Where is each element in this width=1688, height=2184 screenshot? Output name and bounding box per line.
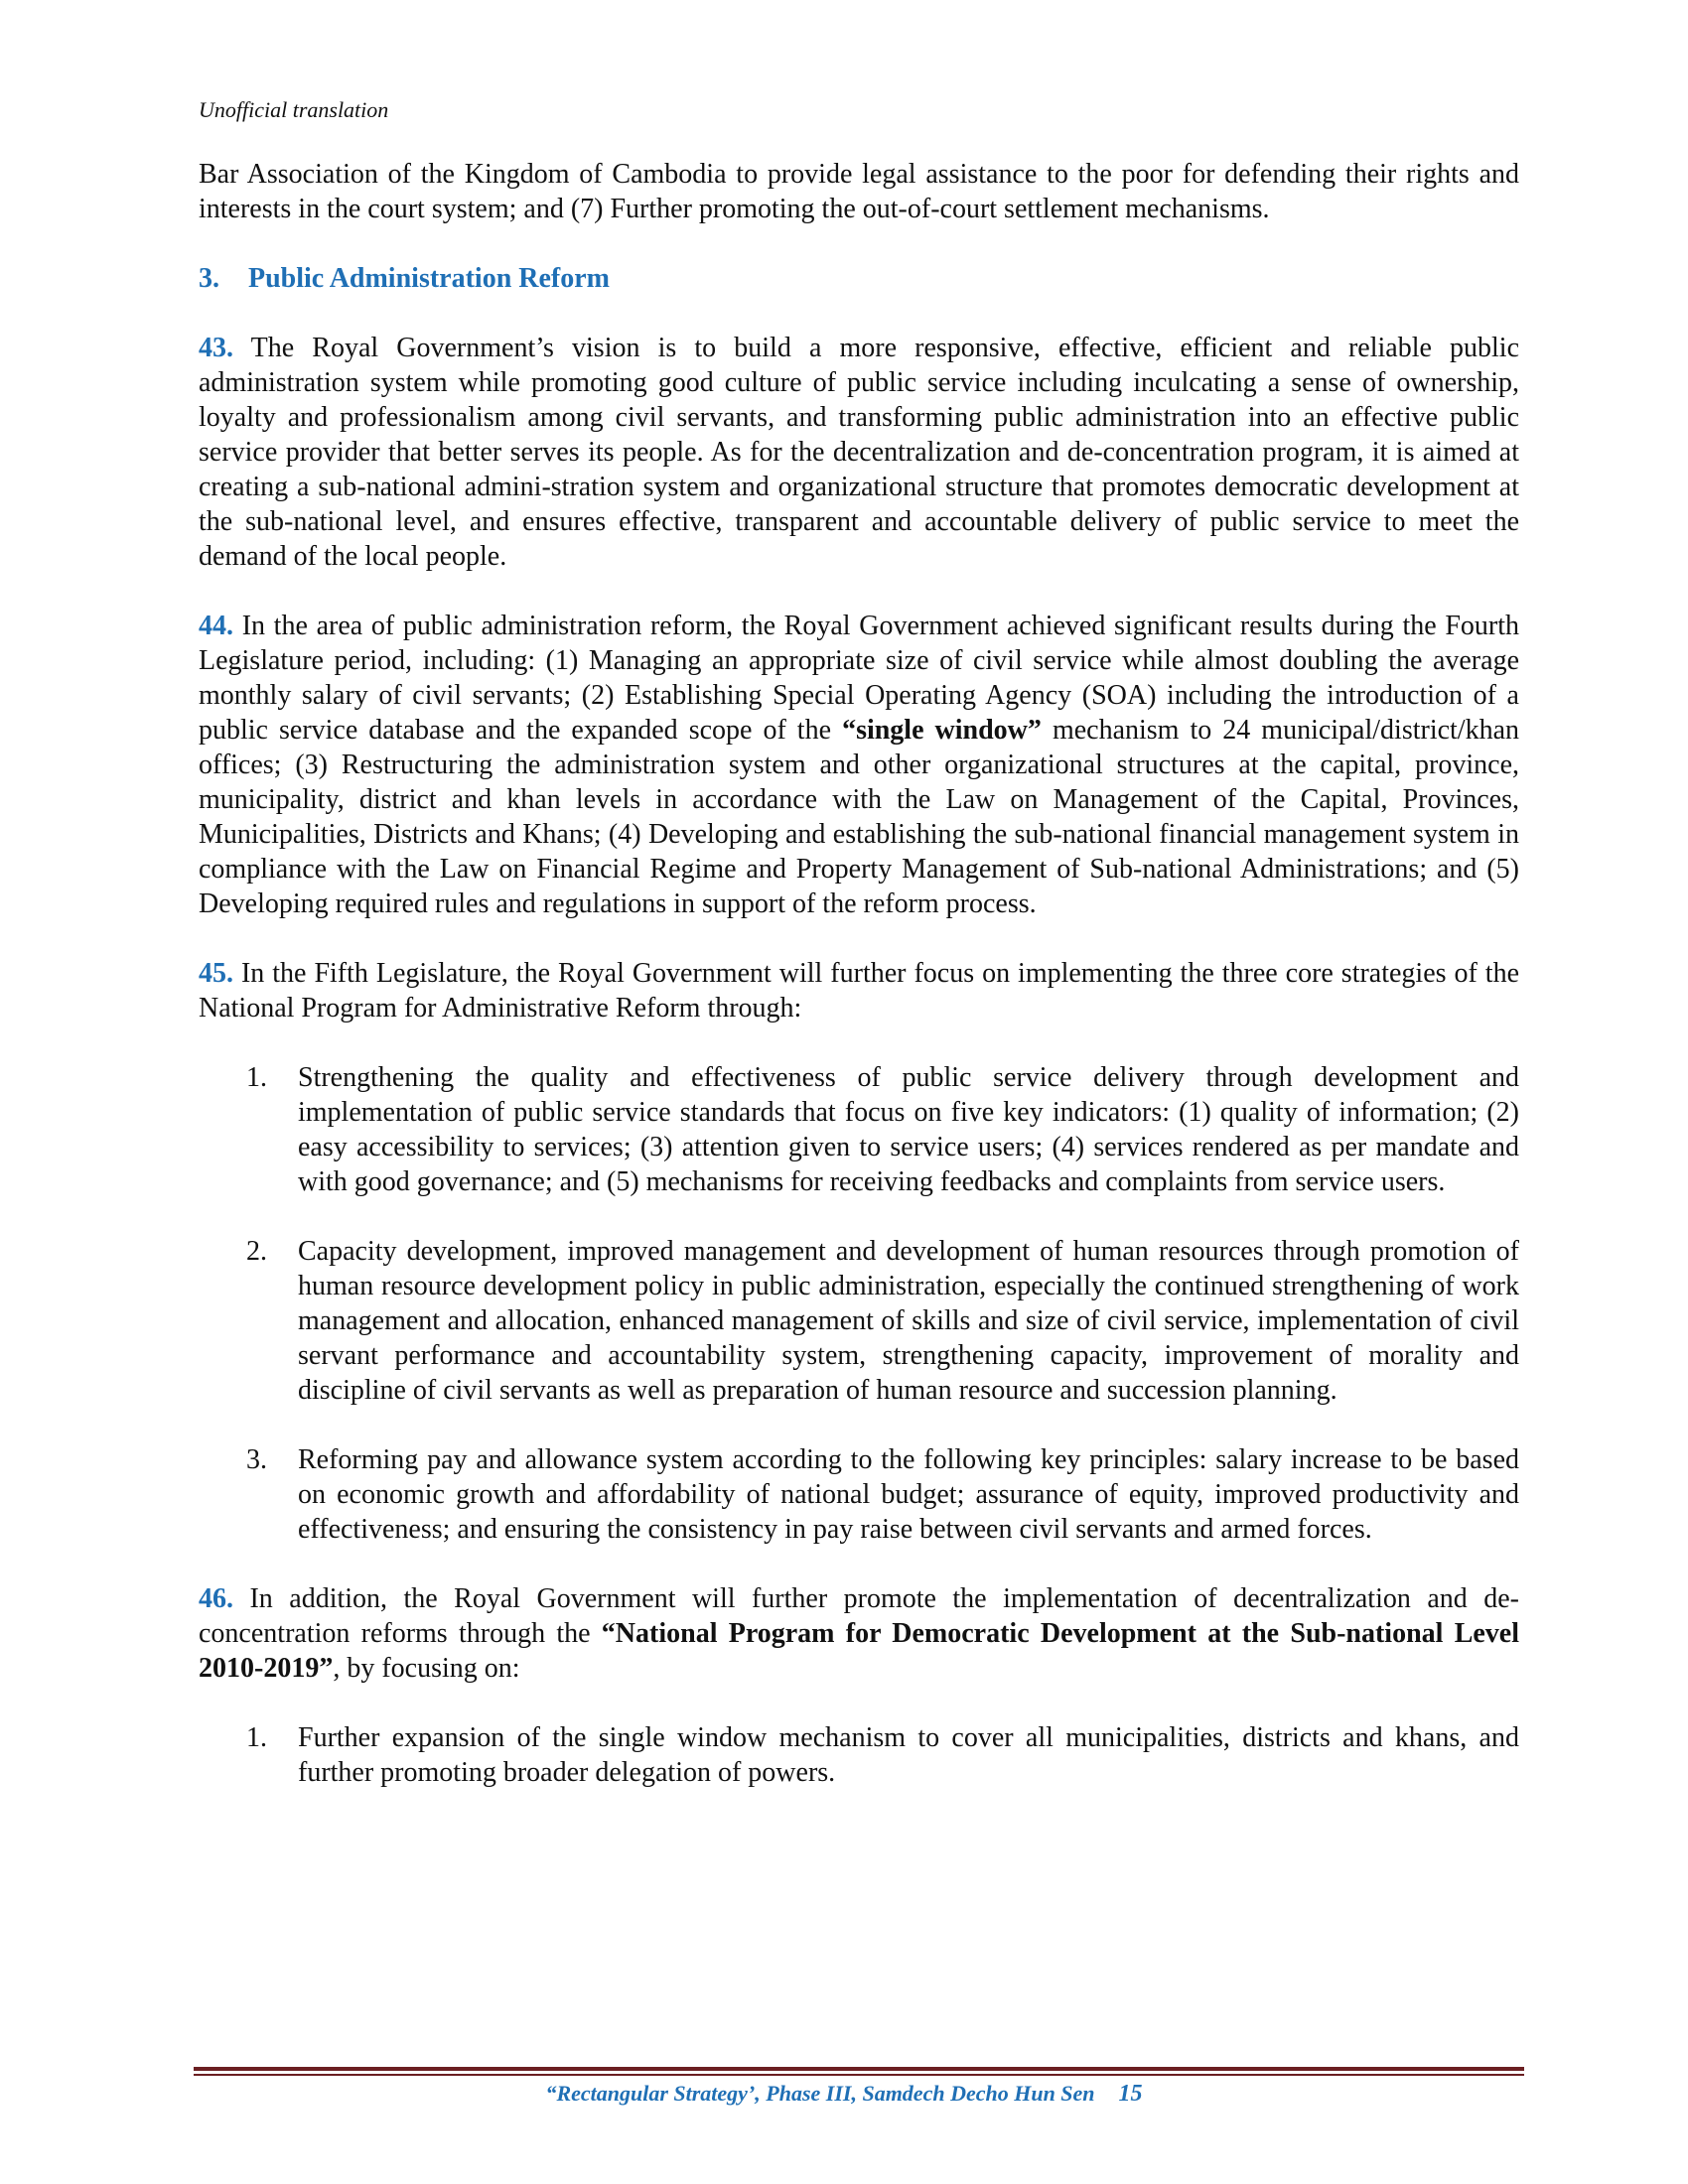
paragraph-44 bbox=[199, 609, 1519, 921]
page-number: 15 bbox=[1118, 2081, 1143, 2107]
list-item-text: Capacity development, improved management and development of human resources through promotion of human resource development policy in public administration, especially the continued strengthening of work management and allocation, enhanced management of skills and size of civil service, implementation of civil servant performance and accountability system, strengthening capacity, improvement of morality and discipline of civil servants as well as preparation of human resource and succession planning. bbox=[298, 1236, 1519, 1406]
paragraph-text: In addition, the Royal Government will further promote the implementation of decentralization and de-concentration reforms through the bbox=[199, 1583, 1519, 1649]
paragraph-text: , by focusing on: bbox=[333, 1653, 520, 1684]
paragraph-text: In the Fifth Legislature, the Royal Government will further focus on implementing the three core strategies of the National Program for Administrative Reform through: bbox=[199, 958, 1520, 1024]
list-item bbox=[199, 1060, 1519, 1199]
list-item bbox=[199, 1234, 1519, 1408]
paragraph-46 bbox=[199, 1581, 1519, 1686]
intro-paragraph: Bar Association of the Kingdom of Cambodia to provide legal assistance to the poor for defending their rights and interests in the court system; and (7) Further promoting the out-of-court settlement mechanisms. bbox=[199, 159, 1519, 224]
bold-term: “National Program for Democratic Development at the Sub-national Level 2010-2019” bbox=[199, 1618, 1520, 1684]
paragraph-number: 46. bbox=[199, 1583, 233, 1614]
paragraph-number: 45. bbox=[199, 958, 233, 989]
paragraph-text: In the area of public administration reform, the Royal Government achieved significant results during the Fourth Legislature period, including: (1) Managing an appropriate size of civil service while almost doubling the average monthly salary of civil servants; (2) Establishing Special Operating Agency (SOA) including the introduction of a public service database and the expanded scope of the bbox=[199, 611, 1520, 746]
list-item-text: Further expansion of the single window mechanism to cover all municipalities, districts and khans, and further promoting broader delegation of powers. bbox=[298, 1722, 1519, 1788]
section-number: 3. bbox=[199, 263, 219, 294]
paragraph-45 bbox=[199, 956, 1519, 1025]
paragraph-text: mechanism to 24 municipal/district/khan offices; (3) Restructuring the administration system and other organizational structures at the capital, province, municipality, district and khan levels in accordance with the Law on Management of the Capital, Provinces, Municipalities, Districts and Khans; (4) Developing and establishing the sub-national financial management system in compliance with the Law on Financial Regime and Property Management of Sub-national Administrations; and (5) Developing required rules and regulations in support of the reform process. bbox=[199, 715, 1520, 919]
footer bbox=[0, 2081, 1688, 2108]
list-item-text: Strengthening the quality and effectiveness of public service delivery through development and implementation of public service standards that focus on five key indicators: (1) quality of information; (2) easy accessibility to services; (3) attention given to service users; (4) services rendered as per mandate and with good governance; and (5) mechanisms for receiving feedbacks and complaints from service users. bbox=[298, 1062, 1519, 1197]
list-item bbox=[199, 1720, 1519, 1790]
list-item-text: Reforming pay and allowance system according to the following key principles: salary increase to be based on economic growth and affordability of national budget; assurance of equity, improved productivity and effectiveness; and ensuring the consistency in pay raise between civil servants and armed forces. bbox=[298, 1444, 1519, 1545]
footer-rule bbox=[194, 2067, 1524, 2071]
header-note: Unofficial translation bbox=[199, 97, 389, 122]
paragraph-43 bbox=[199, 331, 1519, 574]
paragraph-number: 44. bbox=[199, 611, 233, 641]
footer-rule-thin bbox=[194, 2074, 1524, 2076]
list-item-number: 3. bbox=[246, 1444, 267, 1475]
document-body bbox=[199, 157, 1519, 1825]
paragraph-number: 43. bbox=[199, 333, 233, 363]
list-item-number: 1. bbox=[246, 1062, 267, 1093]
strategy-list bbox=[199, 1060, 1519, 1547]
list-item-number: 1. bbox=[246, 1722, 267, 1753]
section-title: Public Administration Reform bbox=[248, 263, 610, 294]
paragraph-text: The Royal Government’s vision is to build a more responsive, effective, efficient and reliable public administration system while promoting good culture of public service including inculcating a sense of ownership, loyalty and professionalism among civil servants, and transforming public administration into an effective public service provider that better serves its people. As for the decentralization and de-concentration program, it is aimed at creating a sub-national admini-stration system and organizational structure that promotes democratic development at the sub-national level, and ensures effective, transparent and accountable delivery of public service to meet the demand of the local people. bbox=[199, 333, 1520, 572]
focus-list bbox=[199, 1720, 1519, 1790]
footer-text: “Rectangular Strategy’, Phase III, Samdech Decho Hun Sen bbox=[545, 2081, 1095, 2106]
section-heading bbox=[199, 261, 1519, 296]
list-item bbox=[199, 1442, 1519, 1547]
bold-term: “single window” bbox=[842, 715, 1042, 746]
list-item-number: 2. bbox=[246, 1236, 267, 1267]
